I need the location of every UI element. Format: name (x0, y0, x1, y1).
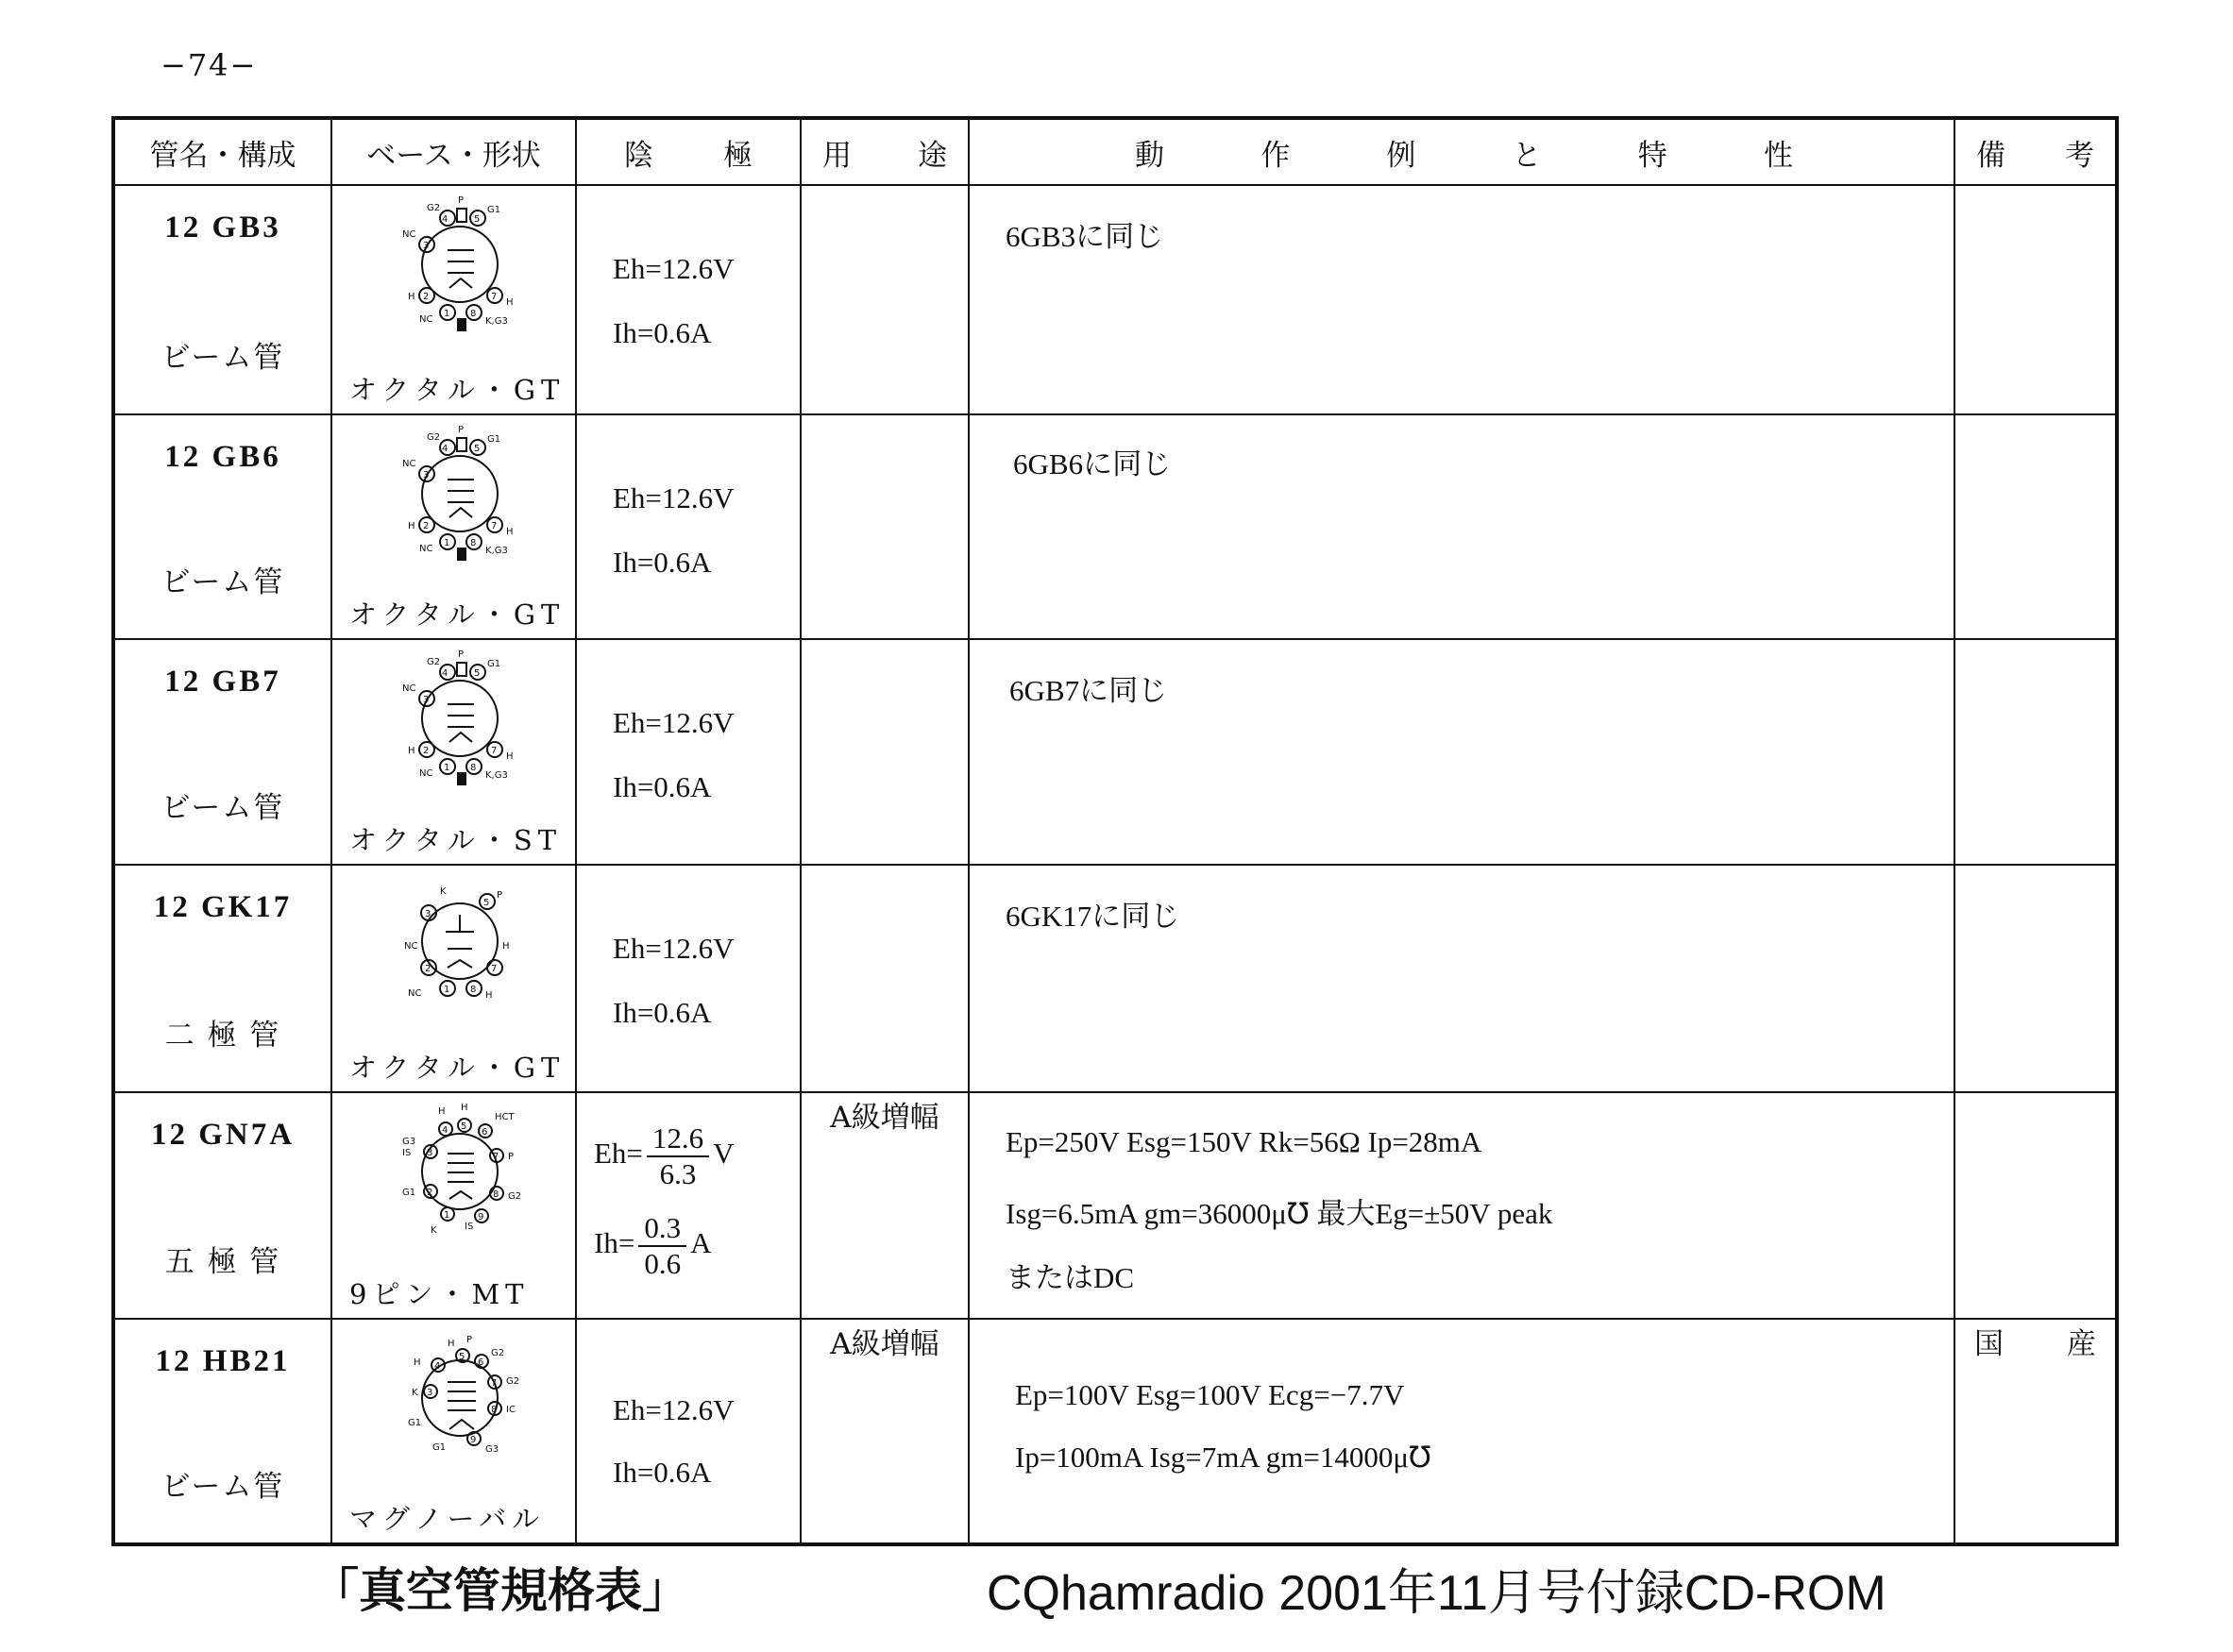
svg-text:NC: NC (408, 987, 422, 999)
footer-title: 「真空管規格表」 (312, 1563, 689, 1618)
svg-text:4: 4 (442, 444, 448, 455)
characteristics-cell (969, 1319, 1954, 1544)
svg-text:G3: G3 (402, 1137, 416, 1148)
characteristics-line: Ep=250V Esg=150V Rk=56Ω Ip=28mA (1006, 1125, 1482, 1159)
svg-text:8: 8 (470, 984, 477, 995)
svg-text:G1: G1 (487, 205, 501, 215)
svg-text:G2: G2 (508, 1191, 522, 1203)
svg-text:1: 1 (444, 984, 450, 995)
svg-text:P: P (466, 1334, 473, 1345)
notes-text: 産 (2067, 1326, 2096, 1361)
svg-text:8: 8 (493, 1189, 499, 1201)
heater-current: Ih=0.6A (613, 1455, 712, 1489)
base-cell (331, 414, 576, 638)
heater-voltage: Eh= $\frac{12.6}{6.3}$ V (594, 1121, 735, 1191)
heater-voltage: Eh=12.6V (613, 705, 735, 739)
characteristics-cell (969, 639, 1954, 865)
characteristics-line: Isg=6.5mA gm=36000μ℧ 最大Eg=±50V peak (1006, 1197, 1553, 1231)
tube-name-cell (113, 865, 331, 1092)
svg-text:3: 3 (425, 908, 431, 919)
svg-text:1: 1 (444, 762, 450, 773)
tube-name-cell (113, 1092, 331, 1318)
base-label: オクタル・GT (349, 1052, 566, 1085)
svg-text:H: H (506, 750, 514, 762)
base-label: マグノーバル (349, 1503, 546, 1535)
svg-text:IS: IS (465, 1222, 474, 1233)
svg-text:NC: NC (404, 940, 418, 952)
svg-text:6: 6 (482, 1127, 488, 1138)
svg-text:P: P (458, 649, 465, 660)
svg-text:G2: G2 (427, 656, 441, 667)
svg-text:IS: IS (402, 1148, 412, 1159)
heater-voltage: Eh=12.6V (613, 931, 735, 965)
svg-text:1: 1 (444, 1210, 450, 1222)
characteristics-cell (969, 865, 1954, 1092)
svg-text:P: P (497, 889, 503, 901)
base-label: オクタル・GT (349, 598, 566, 631)
base-label: 9ピン・MT (349, 1277, 530, 1310)
notes-cell (1954, 414, 2117, 638)
svg-text:H: H (414, 1357, 421, 1368)
notes-cell (1954, 639, 2117, 865)
svg-text:G2: G2 (491, 1347, 505, 1358)
svg-text:H: H (438, 1106, 446, 1118)
svg-text:4: 4 (434, 1360, 441, 1372)
9pin-pentode-base-diagram-icon (380, 1101, 531, 1242)
table-row (113, 414, 2117, 638)
svg-text:P: P (508, 1152, 515, 1163)
characteristics-line: 6GK17に同じ (1006, 899, 1180, 933)
use-cell (801, 865, 969, 1092)
svg-text:6: 6 (478, 1357, 484, 1368)
svg-text:NC: NC (419, 767, 433, 779)
cathode-cell (576, 865, 801, 1092)
svg-text:2: 2 (423, 292, 430, 302)
notes-text: 国 (1974, 1326, 2004, 1361)
svg-text:5: 5 (474, 667, 481, 679)
characteristics-line: 6GB7に同じ (1009, 673, 1168, 707)
notes-cell (1954, 1319, 2117, 1544)
svg-text:K: K (412, 1387, 418, 1398)
heater-current: Ih=0.6A (613, 546, 712, 580)
svg-text:H: H (408, 521, 415, 532)
svg-text:IC: IC (506, 1404, 516, 1415)
svg-text:2: 2 (423, 521, 430, 532)
svg-text:3: 3 (427, 1148, 433, 1159)
table-row (113, 1092, 2117, 1318)
tube-type: 二 極 管 (164, 1019, 281, 1054)
svg-text:7: 7 (493, 1152, 499, 1163)
header-cathode: 陰 極 (576, 118, 801, 185)
tube-name-cell (113, 639, 331, 865)
svg-text:G1: G1 (408, 1417, 422, 1428)
svg-text:G2: G2 (427, 203, 441, 213)
heater-voltage: Eh=12.6V (613, 1392, 735, 1426)
header-name: 管名・構成 (113, 118, 331, 185)
use-cell (801, 185, 969, 414)
svg-text:8: 8 (470, 538, 477, 549)
header-notes: 備 考 (1954, 118, 2117, 185)
svg-text:8: 8 (470, 762, 477, 773)
svg-text:5: 5 (474, 444, 481, 455)
characteristics-line: Ip=100mA Isg=7mA gm=14000μ℧ (1015, 1440, 1431, 1474)
cathode-cell (576, 1092, 801, 1318)
tube-type: ビーム管 (161, 790, 285, 825)
svg-text:7: 7 (491, 745, 498, 756)
octal-diode-base-diagram-icon (380, 873, 531, 1015)
heater-current: Ih=0.6A (613, 769, 712, 803)
header-base: ベース・形状 (331, 118, 576, 185)
use-cell: A級増幅 (801, 1319, 969, 1544)
base-label: オクタル・GT (349, 374, 566, 407)
tube-id: 12 GK17 (153, 889, 293, 924)
svg-text:4: 4 (442, 214, 448, 225)
tube-name-cell (113, 414, 331, 638)
tube-spec-table (111, 116, 2119, 1546)
octal-beam-tube-base-diagram-icon (380, 648, 531, 789)
svg-text:H: H (485, 989, 493, 1001)
tube-type: 五 極 管 (164, 1244, 281, 1279)
svg-text:G1: G1 (402, 1188, 416, 1199)
tube-id: 12 GB3 (164, 211, 281, 244)
octal-beam-tube-base-diagram-icon (380, 423, 531, 565)
svg-text:3: 3 (423, 694, 430, 705)
table-row (113, 185, 2117, 414)
svg-text:5: 5 (461, 1121, 467, 1133)
svg-text:G3: G3 (485, 1443, 499, 1455)
header-use: 用 途 (801, 118, 969, 185)
svg-text:H: H (502, 940, 510, 952)
base-cell (331, 1319, 576, 1544)
base-cell (331, 185, 576, 414)
svg-text:3: 3 (423, 470, 430, 481)
header-row (113, 118, 2117, 185)
table-row (113, 639, 2117, 865)
svg-text:K,G3: K,G3 (485, 546, 508, 557)
tube-name-cell (113, 185, 331, 414)
svg-text:7: 7 (491, 292, 498, 302)
tube-id: 12 HB21 (155, 1343, 291, 1378)
svg-text:NC: NC (419, 544, 433, 555)
cathode-cell (576, 639, 801, 865)
base-label: オクタル・ST (349, 823, 563, 856)
svg-text:3: 3 (423, 241, 430, 251)
characteristics-line: Ep=100V Esg=100V Ecg=−7.7V (1015, 1377, 1405, 1411)
svg-text:7: 7 (491, 1377, 498, 1389)
notes-cell (1954, 185, 2117, 414)
svg-text:G1: G1 (487, 434, 501, 446)
svg-text:2: 2 (425, 963, 431, 974)
header-characteristics: 動 作 例 と 特 性 (969, 118, 1954, 185)
magnoval-beam-tube-base-diagram-icon (380, 1327, 531, 1469)
cathode-cell (576, 1319, 801, 1544)
notes-cell (1954, 865, 2117, 1092)
svg-text:G2: G2 (506, 1375, 520, 1387)
svg-text:8: 8 (470, 309, 477, 319)
svg-text:NC: NC (402, 459, 416, 470)
svg-text:H: H (506, 527, 514, 538)
heater-current: Ih=0.6A (613, 316, 712, 349)
heater-voltage: Eh=12.6V (613, 481, 735, 515)
svg-text:K,G3: K,G3 (485, 769, 508, 781)
svg-text:4: 4 (442, 667, 448, 679)
svg-text:9: 9 (470, 1434, 477, 1445)
cathode-cell (576, 414, 801, 638)
tube-id: 12 GB7 (164, 664, 281, 699)
tube-type: ビーム管 (161, 341, 285, 376)
svg-text:1: 1 (444, 309, 450, 319)
svg-text:K: K (431, 1225, 437, 1237)
tube-id: 12 GB6 (164, 440, 281, 475)
svg-text:5: 5 (474, 214, 481, 225)
svg-text:7: 7 (491, 963, 498, 974)
svg-text:2: 2 (427, 1188, 433, 1199)
svg-text:H: H (461, 1103, 468, 1114)
notes-cell (1954, 1092, 2117, 1318)
svg-text:G1: G1 (487, 658, 501, 669)
use-cell (801, 639, 969, 865)
heater-current: Ih=0.6A (613, 995, 712, 1029)
svg-text:5: 5 (459, 1351, 465, 1362)
cathode-cell (576, 185, 801, 414)
characteristics-cell (969, 414, 1954, 638)
svg-text:G1: G1 (432, 1441, 447, 1453)
svg-text:3: 3 (427, 1387, 433, 1398)
base-cell (331, 1092, 576, 1318)
svg-text:H: H (448, 1338, 455, 1349)
characteristics-cell (969, 1092, 1954, 1318)
svg-text:H: H (408, 292, 415, 302)
svg-text:9: 9 (478, 1212, 484, 1223)
tube-type: ビーム管 (161, 1470, 285, 1504)
svg-text:5: 5 (483, 897, 490, 908)
characteristics-line: 6GB3に同じ (1006, 220, 1164, 253)
svg-text:P: P (458, 195, 465, 206)
octal-beam-tube-base-diagram-icon (380, 194, 531, 335)
tube-type: ビーム管 (161, 565, 285, 599)
heater-voltage: Eh=12.6V (613, 252, 735, 285)
svg-text:NC: NC (402, 229, 416, 240)
table-row (113, 1319, 2117, 1544)
svg-text:7: 7 (491, 521, 498, 532)
page-number: −74− (161, 47, 258, 83)
svg-text:P: P (458, 425, 465, 436)
tube-id: 12 GN7A (150, 1118, 296, 1153)
heater-current: Ih= $\frac{0.3}{0.6}$ A (594, 1211, 712, 1281)
svg-text:H: H (408, 745, 415, 756)
table-row (113, 865, 2117, 1092)
svg-text:HCT: HCT (495, 1112, 515, 1123)
svg-text:NC: NC (402, 683, 416, 694)
characteristics-line: 6GB6に同じ (1013, 447, 1172, 481)
svg-text:2: 2 (423, 745, 430, 756)
base-cell (331, 865, 576, 1092)
svg-text:4: 4 (442, 1125, 448, 1137)
svg-text:1: 1 (444, 538, 450, 549)
base-cell (331, 639, 576, 865)
svg-text:H: H (506, 297, 514, 308)
use-cell: A級増幅 (801, 1092, 969, 1318)
svg-text:8: 8 (491, 1404, 498, 1415)
use-cell (801, 414, 969, 638)
characteristics-line: またはDC (1006, 1261, 1135, 1295)
characteristics-cell (969, 185, 1954, 414)
footer-source: CQhamradio 2001年11月号付録CD-ROM (987, 1566, 1886, 1621)
tube-name-cell (113, 1319, 331, 1544)
svg-text:K,G3: K,G3 (485, 316, 508, 327)
svg-text:K: K (440, 885, 447, 897)
svg-text:G2: G2 (427, 432, 441, 444)
svg-text:NC: NC (419, 314, 433, 325)
